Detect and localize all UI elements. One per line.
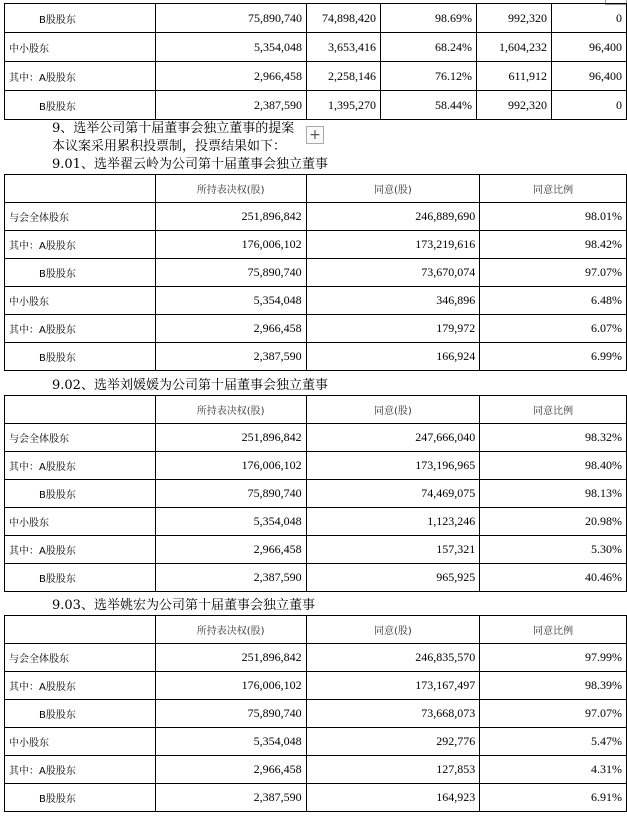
cell-value: 98.69% (381, 4, 477, 33)
cell-value: 992,320 (477, 4, 552, 33)
row-label: 其中：A股股东 (5, 536, 156, 564)
row-label: B股股东 (5, 4, 156, 33)
section-table (4, 395, 627, 592)
header-shares: 所持表决权(股) (155, 396, 306, 424)
ratio-value: 97.07% (480, 700, 627, 728)
header-agree: 同意(股) (306, 175, 480, 203)
row-label: 其中：A股股东 (5, 452, 156, 480)
header-row (5, 396, 627, 424)
cell-value: 68.24% (381, 33, 477, 62)
ratio-value: 20.98% (480, 508, 627, 536)
row-label: B股股东 (5, 91, 156, 120)
shares-value: 251,896,842 (155, 203, 306, 231)
header-blank (5, 175, 156, 203)
section-title: 9.01、选举翟云岭为公司第十届董事会独立董事 (52, 157, 328, 172)
header-shares: 所持表决权(股) (155, 616, 306, 644)
top-vote-table (4, 3, 627, 120)
row-label: 中小股东 (5, 287, 156, 315)
ratio-value: 98.13% (480, 480, 627, 508)
table-row (5, 672, 627, 700)
table-row (5, 315, 627, 343)
row-label: 与会全体股东 (5, 644, 156, 672)
cell-value: 74,898,420 (307, 4, 381, 33)
section-table (4, 615, 627, 812)
ratio-value: 6.91% (480, 784, 627, 812)
cell-value: 75,890,740 (156, 4, 307, 33)
table-row (5, 62, 627, 91)
ratio-value: 5.47% (480, 728, 627, 756)
section-title: 9.02、选举刘媛媛为公司第十届董事会独立董事 (52, 378, 328, 393)
cell-value: 2,966,458 (156, 62, 307, 91)
row-label: 其中：A股股东 (5, 231, 156, 259)
shares-value: 176,006,102 (155, 452, 306, 480)
shares-value: 2,966,458 (155, 756, 306, 784)
row-label: B股股东 (5, 784, 156, 812)
table-row (5, 564, 627, 592)
agree-value: 173,219,616 (306, 231, 480, 259)
section-title: 9.03、选举姚宏为公司第十届董事会独立董事 (52, 598, 315, 613)
shares-value: 2,966,458 (155, 536, 306, 564)
cell-value: 5,354,048 (156, 33, 307, 62)
header-agree: 同意(股) (306, 396, 480, 424)
shares-value: 176,006,102 (155, 231, 306, 259)
cumulative-voting-note: 本议案采用累积投票制，投票结果如下： (52, 139, 287, 154)
agree-value: 173,196,965 (306, 452, 480, 480)
proposal-9-heading: 9、选举公司第十届董事会独立董事的提案 (52, 121, 295, 136)
header-agree: 同意(股) (306, 616, 480, 644)
ratio-value: 98.40% (480, 452, 627, 480)
row-label: B股股东 (5, 259, 156, 287)
agree-value: 292,776 (306, 728, 480, 756)
header-ratio: 同意比例 (480, 396, 627, 424)
table-row (5, 644, 627, 672)
ratio-value: 98.39% (480, 672, 627, 700)
row-label: 其中：A股股东 (5, 756, 156, 784)
table-row (5, 343, 627, 371)
table-row (5, 231, 627, 259)
header-blank (5, 396, 156, 424)
table-row (5, 536, 627, 564)
ratio-value: 6.99% (480, 343, 627, 371)
ratio-value: 4.31% (480, 756, 627, 784)
row-label: 与会全体股东 (5, 203, 156, 231)
agree-value: 965,925 (306, 564, 480, 592)
agree-value: 164,923 (306, 784, 480, 812)
ratio-value: 97.07% (480, 259, 627, 287)
header-blank (5, 616, 156, 644)
agree-value: 246,835,570 (306, 644, 480, 672)
agree-value: 73,670,074 (306, 259, 480, 287)
cell-value: 2,258,146 (307, 62, 381, 91)
row-label: B股股东 (5, 480, 156, 508)
ratio-value: 98.01% (480, 203, 627, 231)
table-row (5, 784, 627, 812)
cell-value: 58.44% (381, 91, 477, 120)
cell-value: 2,387,590 (156, 91, 307, 120)
table-row (5, 287, 627, 315)
table-row (5, 203, 627, 231)
agree-value: 166,924 (306, 343, 480, 371)
cell-value: 76.12% (381, 62, 477, 91)
shares-value: 5,354,048 (155, 508, 306, 536)
shares-value: 176,006,102 (155, 672, 306, 700)
ratio-value: 97.99% (480, 644, 627, 672)
agree-value: 179,972 (306, 315, 480, 343)
cell-value: 0 (552, 91, 627, 120)
row-label: 其中：A股股东 (5, 315, 156, 343)
header-shares: 所持表决权(股) (155, 175, 306, 203)
cell-value: 611,912 (477, 62, 552, 91)
shares-value: 251,896,842 (155, 644, 306, 672)
row-label: 与会全体股东 (5, 424, 156, 452)
shares-value: 2,387,590 (155, 343, 306, 371)
table-row (5, 259, 627, 287)
shares-value: 75,890,740 (155, 259, 306, 287)
header-ratio: 同意比例 (480, 616, 627, 644)
table-row (5, 728, 627, 756)
add-button[interactable]: + (306, 126, 324, 144)
shares-value: 75,890,740 (155, 700, 306, 728)
row-label: 其中：A股股东 (5, 62, 156, 91)
table-row (5, 424, 627, 452)
ratio-value: 98.32% (480, 424, 627, 452)
agree-value: 1,123,246 (306, 508, 480, 536)
agree-value: 73,668,073 (306, 700, 480, 728)
row-label: B股股东 (5, 564, 156, 592)
cell-value: 992,320 (477, 91, 552, 120)
ratio-value: 5.30% (480, 536, 627, 564)
row-label: 中小股东 (5, 508, 156, 536)
agree-value: 74,469,075 (306, 480, 480, 508)
table-row (5, 91, 627, 120)
shares-value: 251,896,842 (155, 424, 306, 452)
table-row (5, 756, 627, 784)
header-row (5, 175, 627, 203)
cell-value: 96,400 (552, 62, 627, 91)
row-label: 其中：A股股东 (5, 672, 156, 700)
row-label: 中小股东 (5, 728, 156, 756)
header-row (5, 616, 627, 644)
agree-value: 173,167,497 (306, 672, 480, 700)
shares-value: 5,354,048 (155, 287, 306, 315)
cell-value: 3,653,416 (307, 33, 381, 62)
shares-value: 2,387,590 (155, 784, 306, 812)
header-ratio: 同意比例 (480, 175, 627, 203)
table-row (5, 33, 627, 62)
table-row (5, 452, 627, 480)
table-row (5, 480, 627, 508)
shares-value: 5,354,048 (155, 728, 306, 756)
table-row (5, 508, 627, 536)
row-label: 中小股东 (5, 33, 156, 62)
ratio-value: 98.42% (480, 231, 627, 259)
ratio-value: 6.07% (480, 315, 627, 343)
shares-value: 75,890,740 (155, 480, 306, 508)
agree-value: 157,321 (306, 536, 480, 564)
row-label: B股股东 (5, 700, 156, 728)
ratio-value: 40.46% (480, 564, 627, 592)
cell-value: 1,395,270 (307, 91, 381, 120)
agree-value: 127,853 (306, 756, 480, 784)
shares-value: 2,387,590 (155, 564, 306, 592)
cell-value: 0 (552, 4, 627, 33)
agree-value: 346,896 (306, 287, 480, 315)
shares-value: 2,966,458 (155, 315, 306, 343)
cell-value: 96,400 (552, 33, 627, 62)
table-row (5, 4, 627, 33)
ratio-value: 6.48% (480, 287, 627, 315)
row-label: B股股东 (5, 343, 156, 371)
cell-value: 1,604,232 (477, 33, 552, 62)
table-row (5, 700, 627, 728)
section-table (4, 174, 627, 371)
agree-value: 247,666,040 (306, 424, 480, 452)
agree-value: 246,889,690 (306, 203, 480, 231)
